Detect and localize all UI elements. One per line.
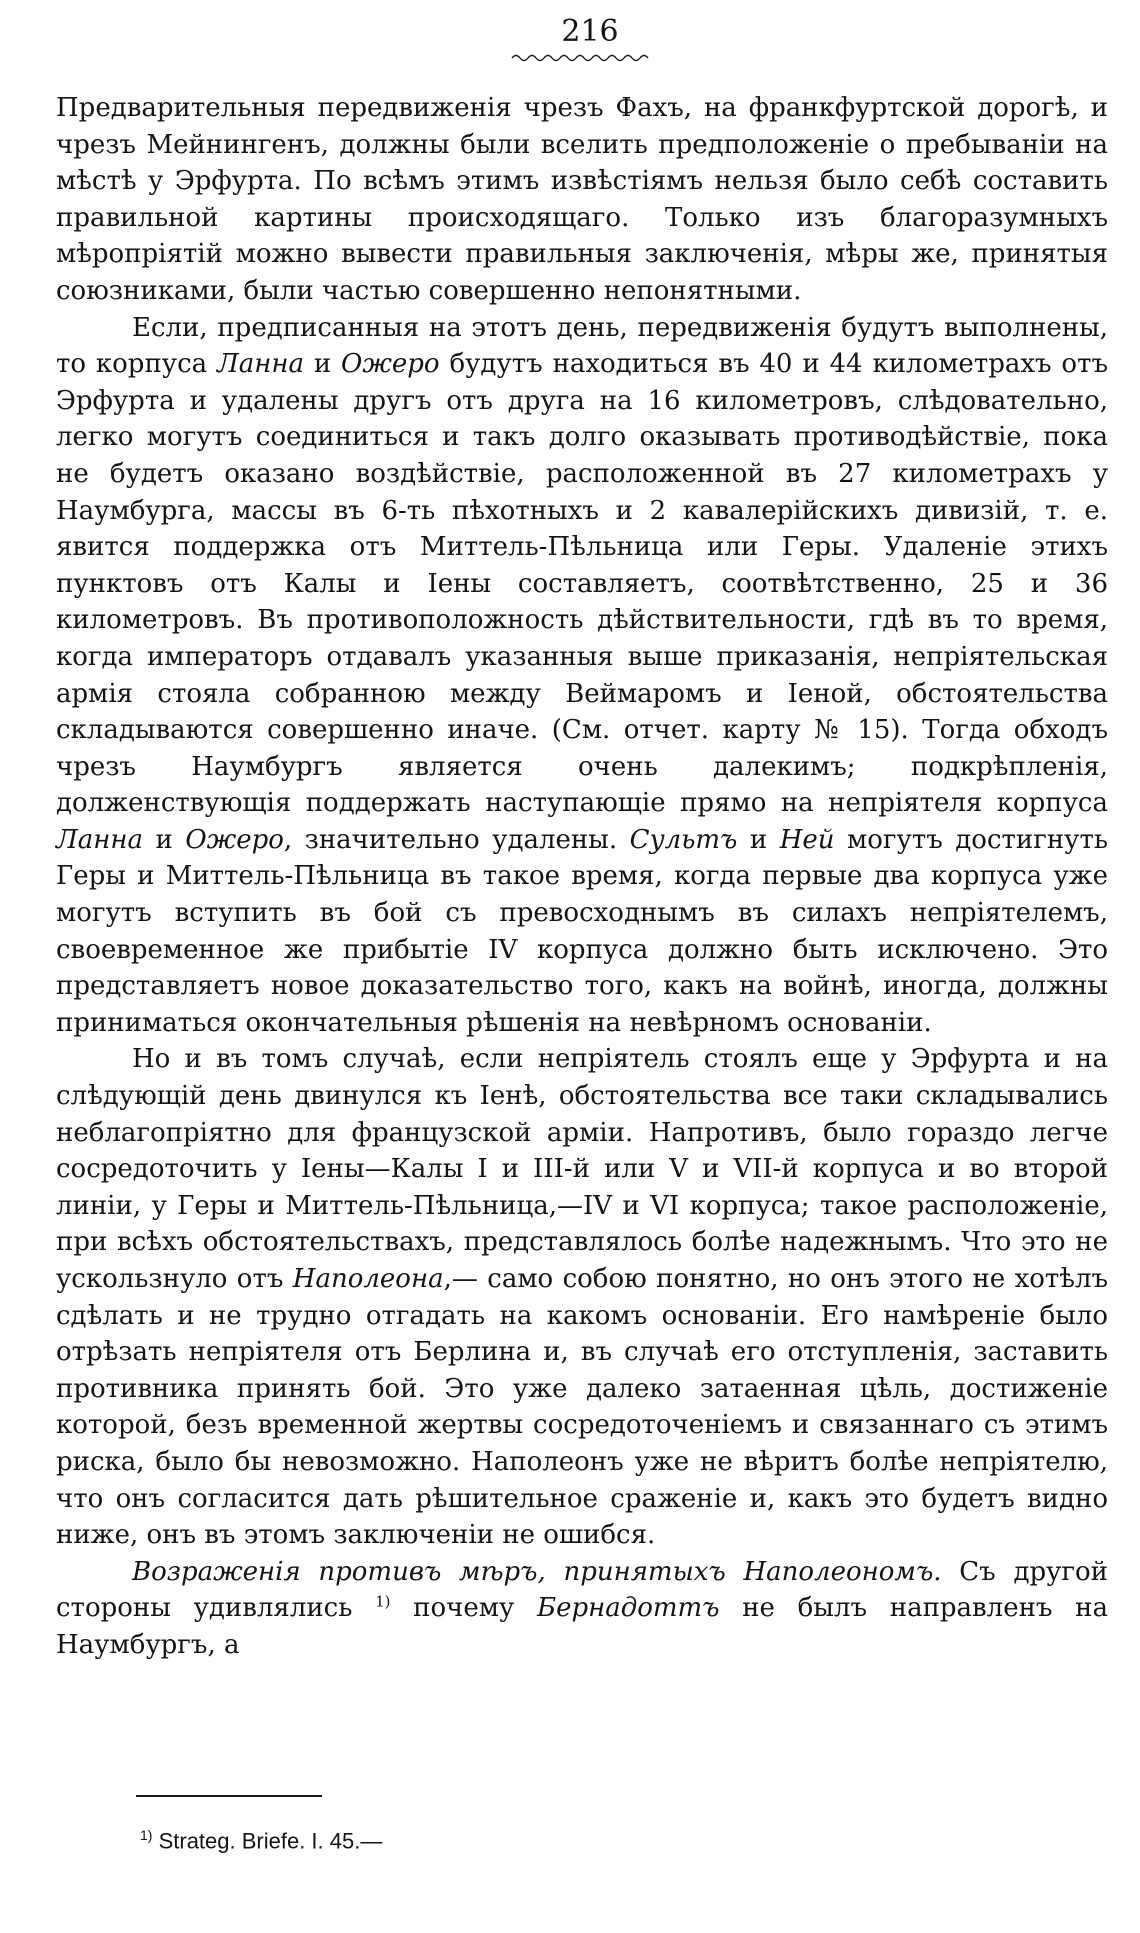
- text-run: Съ другой стороны удивлялись: [56, 1556, 1108, 1624]
- text-run: могутъ достигнуть Геры и Миттель-Пѣльница въ такое время, когда первые два корпуса уже могутъ вступить въ бой съ превосходнымъ въ силахъ непріятелемъ, своевременное же прибытіе IV корпуса должно быть исключено. Это представляетъ новое доказательство того, какъ на войнѣ, иногда, должны приниматься окончательныя рѣшенія на невѣрномъ основаніи.: [56, 824, 1109, 1038]
- ornament-divider: [510, 52, 650, 64]
- paragraph: [56, 1041, 1108, 1553]
- text-run: и: [303, 349, 342, 380]
- paragraph: [56, 90, 1108, 310]
- italic-text: Ланна: [56, 824, 143, 855]
- footnote: [140, 1820, 382, 1856]
- body-text: [56, 90, 1108, 1664]
- italic-text: Ожеро: [185, 824, 284, 855]
- text-run: , значительно удалены.: [283, 824, 630, 855]
- italic-text: Наполеона: [292, 1264, 444, 1294]
- italic-text: Сультъ: [629, 824, 738, 855]
- text-run: Предварительныя передвиженія чрезъ Фахъ, на франкфуртской дорогѣ, и чрезъ Мейнингенъ, должны были вселить предположеніе о пребываніи на мѣстѣ у Эрфурта. По всѣмъ этимъ извѣстіямъ нельзя было себѣ составить правильной картины происходящаго. Только изъ благоразумныхъ мѣропріятій можно вывести правильныя заключенія, мѣры же, принятыя союзниками, были частью совершенно непонятными.: [56, 93, 1108, 306]
- footnote-divider: [136, 1795, 322, 1797]
- footnote-reference: 1): [375, 1592, 391, 1611]
- text-run: почему: [390, 1593, 537, 1624]
- footnote-marker: 1): [140, 1827, 153, 1843]
- footnote-text: Strateg. Briefe. I. 45.—: [158, 1828, 383, 1854]
- text-run: не былъ направленъ на Наумбургъ, а: [56, 1593, 1108, 1660]
- italic-text: Ней: [779, 824, 835, 855]
- italic-text: Ланна: [217, 349, 304, 380]
- italic-text: Возраженія противъ мѣръ, принятыхъ Наполеономъ.: [132, 1556, 942, 1587]
- paragraph: [56, 310, 1108, 1042]
- text-run: Если, предписанныя на этотъ день, передвиженія будутъ выполнены, то корпуса: [56, 312, 1108, 380]
- text-run: ,— само собою понятно, но онъ этого не хотѣлъ сдѣлать и не трудно отгадать на какомъ основаніи. Его намѣреніе было отрѣзать непріятеля отъ Берлина и, въ случаѣ его отступленія, заставить противника принять бой. Это уже далеко затаенная цѣль, достиженіе которой, безъ временной жертвы сосредоточеніемъ и связаннаго съ этимъ риска, было бы невозможно. Наполеонъ уже не вѣритъ болѣе непріятелю, что онъ согласится дать рѣшительное сраженіе и, какъ это будетъ видно ниже, онъ въ этомъ заключеніи не ошибся.: [56, 1264, 1109, 1551]
- italic-text: Бернадоттъ: [536, 1593, 720, 1624]
- text-run: и: [142, 824, 186, 855]
- page-number: 216: [561, 14, 619, 49]
- paragraph: [56, 1554, 1108, 1664]
- text-run: Но и въ томъ случаѣ, если непріятель стоялъ еще у Эрфурта и на слѣдующій день двинулся къ Іенѣ, обстоятельства все таки складывались неблагопріятно для французской арміи. Напротивъ, было гораздо легче сосредоточить у Іены—Калы I и III-й или V и VII-й корпуса и во второй линіи, у Геры и Миттель-Пѣльница,—IV и VI корпуса; такое расположеніе, при всѣхъ обстоятельствахъ, представлялось болѣе надежнымъ. Что это не ускользнуло отъ: [56, 1044, 1108, 1294]
- italic-text: Ожеро: [341, 349, 440, 380]
- text-run: и: [737, 824, 780, 855]
- text-run: будутъ находиться въ 40 и 44 километрахъ отъ Эрфурта и удалены другъ отъ друга на 16 километровъ, слѣдовательно, легко могутъ соединиться и такъ долго оказывать противодѣйствіе, пока не будетъ оказано воздѣйствіе, расположенной въ 27 километрахъ у Наумбурга, массы въ 6-ть пѣхотныхъ и 2 кавалерійскихъ дивизій, т. е. явится поддержка отъ Миттель-Пѣльница или Геры. Удаленіе этихъ пунктовъ отъ Калы и Іены составляетъ, соотвѣтственно, 25 и 36 километровъ. Въ противоположность дѣйствительности, гдѣ въ то время, когда императоръ отдавалъ указанныя выше приказанія, непріятельская армія стояла собранною между Веймаромъ и Іеной, обстоятельства складываются совершенно иначе. (См. отчет. карту № 15). Тогда обходъ чрезъ Наумбургъ является очень далекимъ; подкрѣпленія, долженствующія поддержать наступающіе прямо на непріятеля корпуса: [56, 349, 1108, 819]
